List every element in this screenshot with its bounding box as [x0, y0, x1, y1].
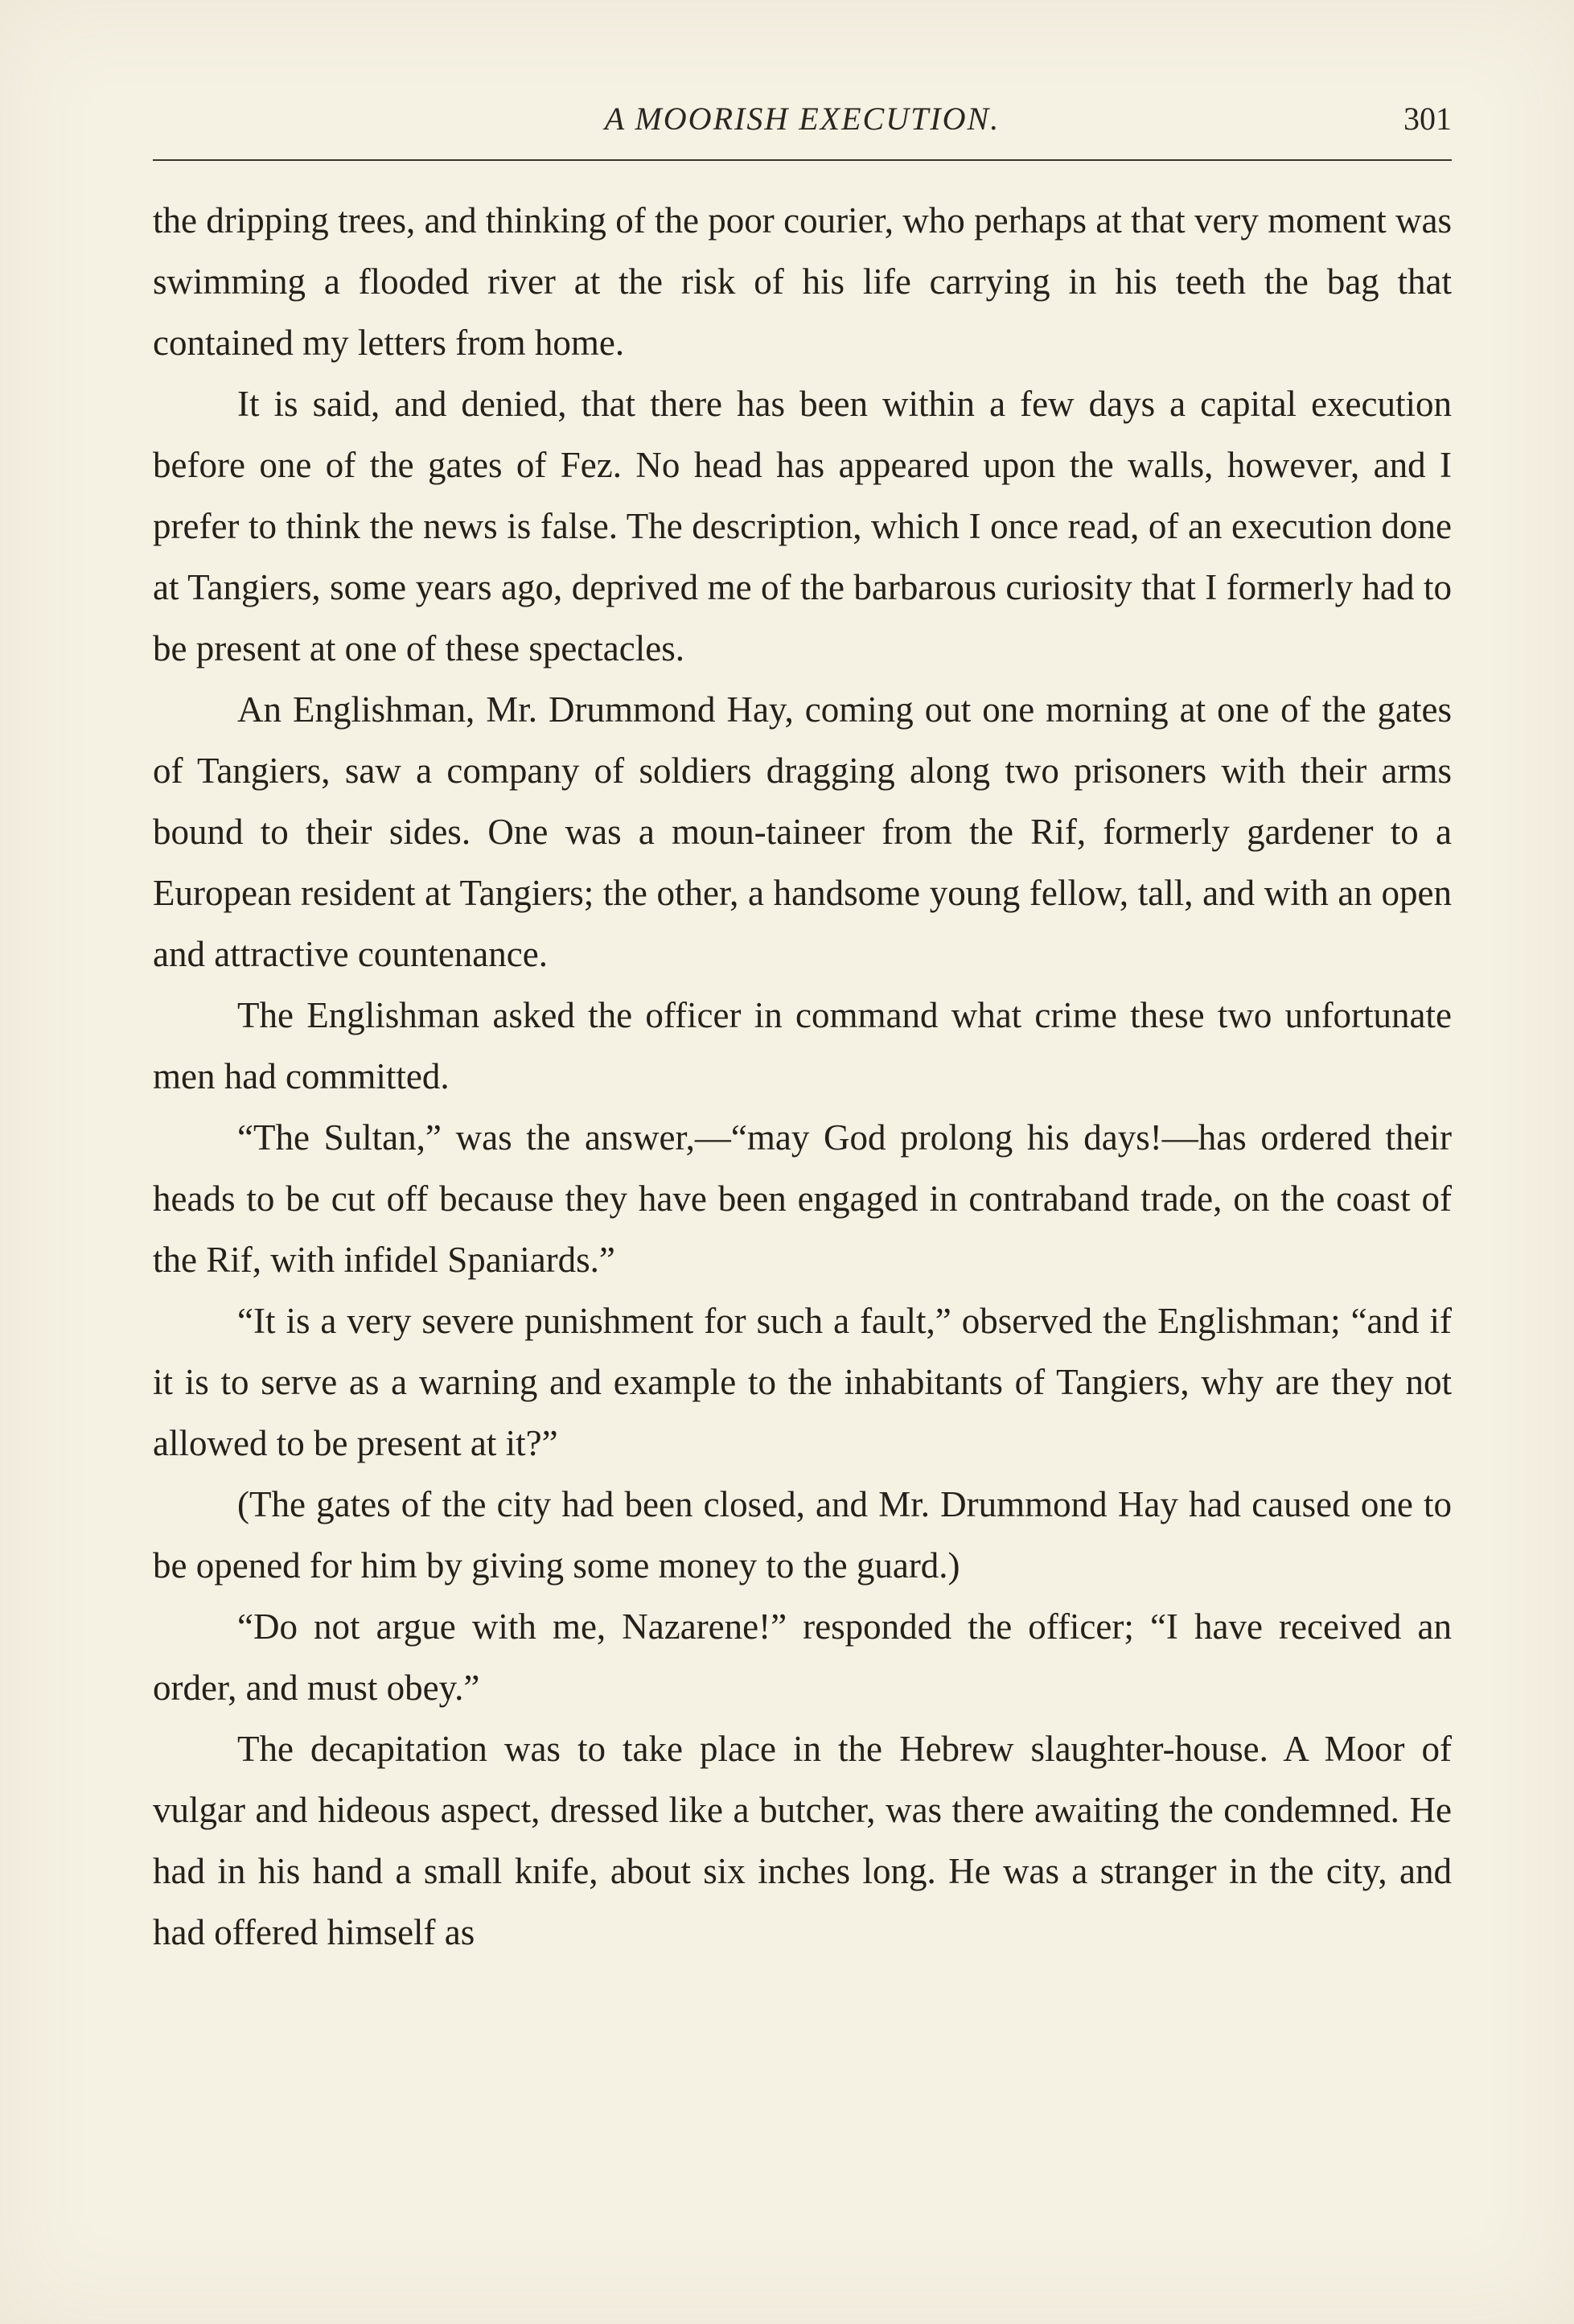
header-rule — [153, 159, 1452, 161]
page-number: 301 — [1403, 101, 1452, 137]
paragraph: It is said, and denied, that there has been within a few days a capital execution before one of the gates of Fez. No head has appeared upon the walls, however, and I prefer to think the news is false. The description, which I once read, of an execution done at Tangiers, some years ago, deprived me of the barbarous curiosity that I formerly had to be present at one of these spectacles. — [153, 384, 1452, 668]
paragraph: “The Sultan,” was the answer,—“may God prolong his days!—has ordered their heads to be cut off because they have been engaged in contraband trade, on the coast of the Rif, with infidel Spaniards.” — [153, 1117, 1452, 1280]
paragraph: “Do not argue with me, Nazarene!” responded the officer; “I have received an order, and must obey.” — [153, 1606, 1452, 1708]
running-title: A MOORISH EXECUTION. — [604, 101, 1001, 137]
body-text — [153, 190, 1452, 1963]
running-head — [153, 95, 1452, 143]
paragraph: The decapitation was to take place in the Hebrew slaughter-house. A Moor of vulgar and hideous aspect, dressed like a butcher, was there awaiting the condemned. He had in his hand a small knife, about six inches long. He was a stranger in the city, and had offered himself as — [153, 1729, 1452, 1952]
paragraph-continuation: the dripping trees, and thinking of the poor courier, who perhaps at that very moment was swimming a flooded river at the risk of his life carrying in his teeth the bag that contained my letters from home. — [153, 200, 1452, 363]
paragraph: The Englishman asked the officer in command what crime these two unfortunate men had committed. — [153, 995, 1452, 1096]
paragraph: (The gates of the city had been closed, and Mr. Drummond Hay had caused one to be opened for him by giving some money to the guard.) — [153, 1484, 1452, 1586]
paragraph: An Englishman, Mr. Drummond Hay, coming out one morning at one of the gates of Tangiers, saw a company of soldiers dragging along two prisoners with their arms bound to their sides. One was a moun-taineer from the Rif, formerly gardener to a European resident at Tangiers; the other, a handsome young fellow, tall, and with an open and attractive countenance. — [153, 689, 1452, 974]
paragraph: “It is a very severe punishment for such a fault,” observed the Englishman; “and if it is to serve as a warning and example to the inhabitants of Tangiers, why are they not allowed to be present at it?” — [153, 1301, 1452, 1463]
